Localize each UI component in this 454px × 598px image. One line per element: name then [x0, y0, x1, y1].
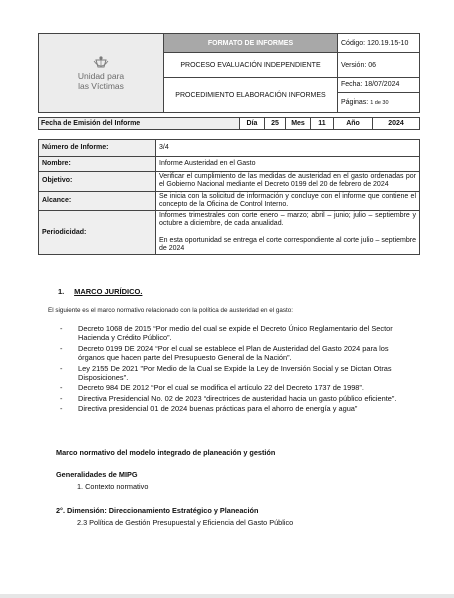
bullet-dash: -	[60, 363, 63, 373]
informe-info-table	[38, 139, 420, 255]
mes-label: Mes	[286, 118, 311, 130]
fecha-emision-label: Fecha de Emisión del Informe	[39, 118, 240, 130]
numero-value: 3/4	[156, 140, 420, 157]
contexto-item: 1. Contexto normativo	[77, 482, 149, 491]
periodicidad-text-2: En esta oportunidad se entrega el corte correspondiente al corte julio – septiembre de 2024	[159, 236, 416, 253]
section-heading	[58, 287, 142, 296]
nombre-value: Informe Austeridad en el Gasto	[156, 157, 420, 172]
fecha-emision-row	[38, 117, 420, 130]
marco-juridico-list	[60, 324, 416, 415]
logo-text-line1: Unidad para	[77, 71, 125, 81]
objetivo-value: Verificar el cumplimiento de las medidas de austeridad en el gasto ordenadas por el Gobierno Nacional mediante el Decreto 0199 del 20 de febrero de 2024	[156, 172, 420, 192]
list-item: - Directiva Presidencial No. 02 de 2023 “directrices de austeridad hacia un gasto público eficiente”.	[60, 393, 397, 403]
logo-text-line2: las Víctimas	[78, 81, 124, 91]
format-title: FORMATO DE INFORMES	[164, 34, 338, 53]
alcance-label: Alcance:	[39, 191, 156, 211]
fecha-version: Fecha: 18/07/2024	[338, 78, 419, 93]
version: Versión: 06	[338, 53, 420, 78]
bullet-dash: -	[60, 343, 63, 353]
page-bottom-edge	[0, 594, 454, 598]
list-item: - Ley 2155 De 2021 "Por Medio de la Cual se Expide la Ley de Inversión Social y se Dictan Otras Disposiciones".	[60, 363, 392, 383]
paginas	[338, 93, 419, 112]
document-header	[38, 33, 420, 113]
fecha-paginas-cell	[338, 78, 420, 113]
list-item: - Decreto 0199 DE 2024 “Por el cual se establece el Plan de Austeridad del Gasto 2024 para los órganos que hacen parte del Presupuesto General de la Nación”.	[60, 343, 389, 363]
periodicidad-value	[156, 211, 420, 255]
numero-label: Número de Informe:	[39, 140, 156, 157]
marco-mipg-heading: Marco normativo del modelo integrado de planeación y gestión	[56, 448, 276, 457]
dimension-heading: 2°. Dimensión: Direccionamiento Estratégico y Planeación	[56, 506, 259, 515]
paginas-value: 1 de 30	[370, 100, 389, 106]
nombre-label: Nombre:	[39, 157, 156, 172]
bullet-dash: -	[60, 404, 63, 414]
mes-value: 11	[311, 118, 334, 130]
periodicidad-text-1: Informes trimestrales con corte enero – marzo; abril – junio; julio – septiembre y octubre a diciembre, de cada anualidad.	[159, 212, 416, 228]
dia-label: Día	[240, 118, 265, 130]
objetivo-label: Objetivo:	[39, 172, 156, 192]
list-item: - Directiva presidencial 01 de 2024 buenas prácticas para el ahorro de energía y agua”	[60, 404, 358, 414]
periodicidad-label: Periodicidad:	[39, 211, 156, 255]
procedimiento: PROCEDIMIENTO ELABORACIÓN INFORMES	[164, 78, 338, 113]
section-number: 1.	[58, 287, 65, 296]
bullet-dash: -	[60, 324, 63, 333]
logo-cell	[39, 34, 164, 113]
proceso: PROCESO EVALUACIÓN INDEPENDIENTE	[164, 53, 338, 78]
dia-value: 25	[265, 118, 286, 130]
paginas-label: Páginas:	[341, 99, 369, 106]
logo-emblem-icon	[91, 55, 111, 71]
generalidades-heading: Generalidades de MIPG	[56, 470, 138, 479]
bullet-dash: -	[60, 383, 63, 393]
anio-label: Año	[334, 118, 373, 130]
codigo: Código: 120.19.15-10	[338, 34, 420, 53]
anio-value: 2024	[373, 118, 420, 130]
alcance-value: Se inicia con la solicitud de información y concluye con el informe que contiene el concepto de la Oficina de Control Interno.	[156, 191, 420, 211]
bullet-dash: -	[60, 393, 63, 403]
unidad-victimas-logo	[39, 55, 163, 91]
intro-paragraph: El siguiente es el marco normativo relacionado con la política de austeridad en el gasto:	[48, 307, 294, 314]
section-title: MARCO JURÍDICO.	[74, 287, 143, 296]
list-item: - Decreto 1068 de 2015 “Por medio del cual se expide el Decreto Único Reglamentario del Sector Hacienda y Crédito Público”.	[60, 324, 393, 343]
politica-item: 2.3 Política de Gestión Presupuestal y Eficiencia del Gasto Público	[77, 518, 294, 527]
list-item: - Decreto 984 DE 2012 “Por el cual se modifica el artículo 22 del Decreto 1737 de 1998”.	[60, 383, 364, 393]
